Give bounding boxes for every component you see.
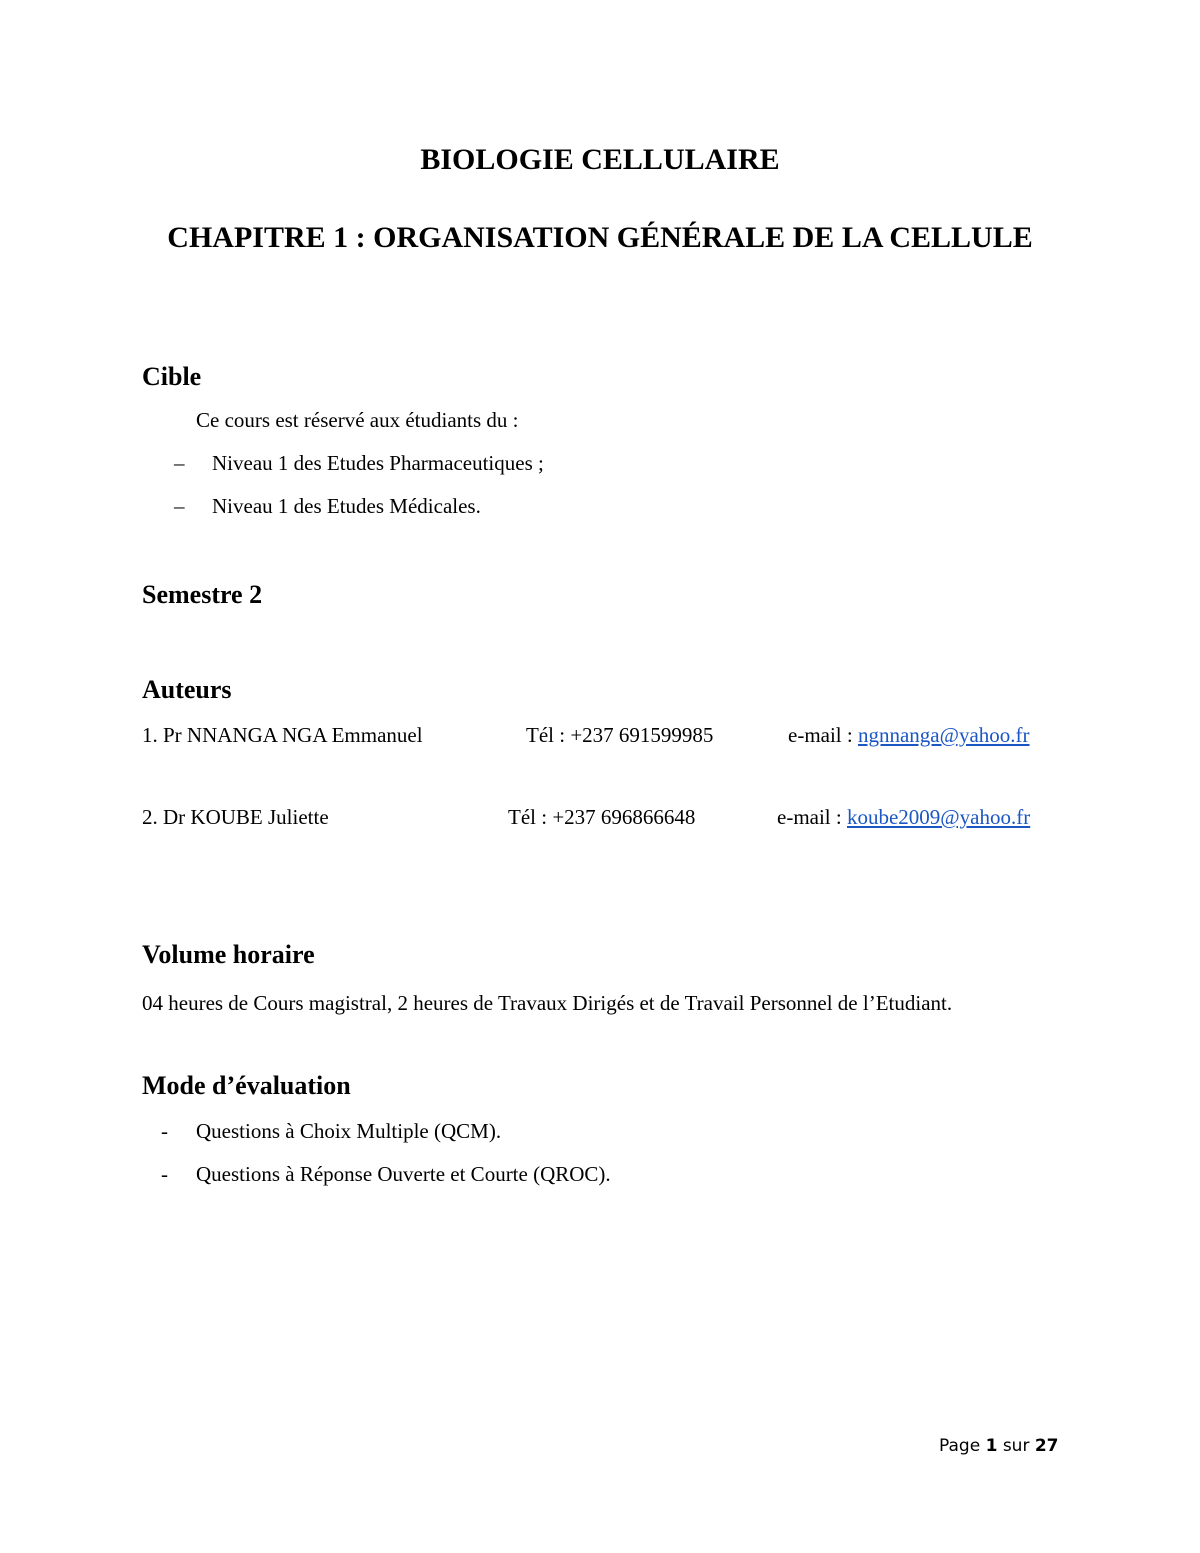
section-heading-evaluation: Mode d’évaluation (142, 1071, 351, 1100)
document-title: BIOLOGIE CELLULAIRE (420, 143, 780, 176)
page-footer (939, 1436, 1059, 1456)
evaluation-bullet: - (161, 1119, 168, 1143)
author-email (777, 805, 1030, 830)
evaluation-bullet: - (161, 1162, 168, 1186)
page-number: 1 (985, 1436, 998, 1456)
volume-text: 04 heures de Cours magistral, 2 heures de Travaux Dirigés et de Travail Personnel de l’Etudiant. (142, 991, 953, 1015)
page-of-label: sur (1002, 1436, 1030, 1456)
email-label: e-mail : (788, 723, 853, 747)
cible-item: Niveau 1 des Etudes Pharmaceutiques ; (212, 451, 544, 475)
cible-bullet: – (174, 494, 185, 518)
section-heading-volume: Volume horaire (142, 940, 315, 969)
page-label: Page (939, 1436, 981, 1456)
total-pages: 27 (1034, 1436, 1059, 1456)
author-phone: Tél : +237 696866648 (508, 805, 696, 829)
cible-intro: Ce cours est réservé aux étudiants du : (196, 408, 519, 432)
email-link[interactable]: ngnnanga@yahoo.fr (857, 723, 1030, 747)
chapter-title: CHAPITRE 1 : ORGANISATION GÉNÉRALE DE LA CELLULE (167, 221, 1033, 254)
author-name: 2. Dr KOUBE Juliette (142, 805, 329, 829)
cible-item: Niveau 1 des Etudes Médicales. (212, 494, 481, 518)
cible-bullet: – (174, 451, 185, 475)
section-heading-semestre: Semestre 2 (142, 580, 263, 609)
evaluation-item: Questions à Choix Multiple (QCM). (196, 1119, 502, 1143)
author-email (788, 723, 1030, 748)
section-heading-cible: Cible (142, 362, 202, 391)
email-link[interactable]: koube2009@yahoo.fr (846, 805, 1031, 829)
author-name: 1. Pr NNANGA NGA Emmanuel (142, 723, 423, 747)
email-label: e-mail : (777, 805, 842, 829)
author-phone: Tél : +237 691599985 (526, 723, 714, 747)
section-heading-auteurs: Auteurs (142, 675, 232, 704)
evaluation-item: Questions à Réponse Ouverte et Courte (QROC). (196, 1162, 611, 1186)
